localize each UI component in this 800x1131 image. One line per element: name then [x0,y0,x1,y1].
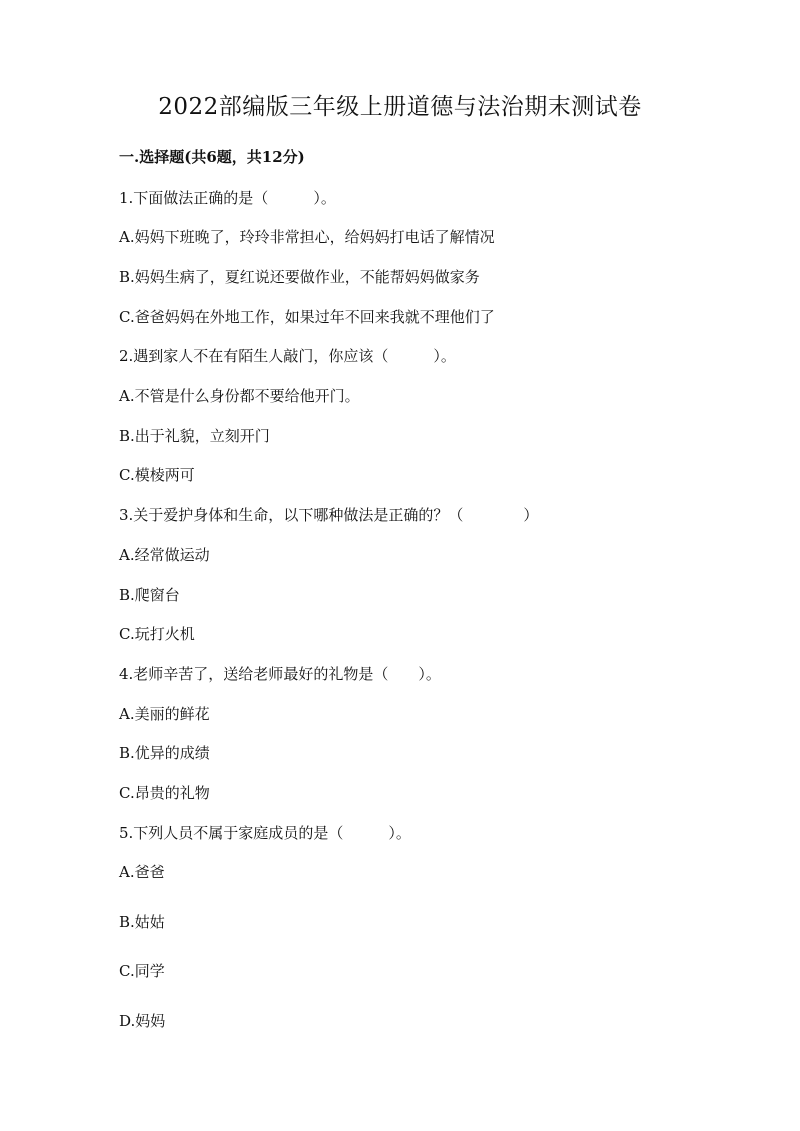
question-3-option-b: B.爬窗台 [119,586,180,604]
question-1-option-c: C.爸爸妈妈在外地工作，如果过年不回来我就不理他们了 [119,308,495,326]
section-heading: 一.选择题(共6题，共12分) [119,148,305,166]
question-2-stem: 2.遇到家人不在有陌生人敲门，你应该（ ）。 [119,347,456,365]
question-1-option-b: B.妈妈生病了，夏红说还要做作业，不能帮妈妈做家务 [119,268,480,286]
question-4-option-a: A.美丽的鲜花 [119,705,210,723]
question-5-option-a: A.爸爸 [119,863,165,881]
question-2-option-b: B.出于礼貌，立刻开门 [119,427,270,445]
question-5-option-c: C.同学 [119,962,165,980]
question-5-option-d: D.妈妈 [119,1012,166,1030]
question-4-option-b: B.优异的成绩 [119,744,210,762]
question-4-stem: 4.老师辛苦了，送给老师最好的礼物是（ ）。 [119,665,441,683]
question-2-option-c: C.模棱两可 [119,466,195,484]
question-1-option-a: A.妈妈下班晚了，玲玲非常担心，给妈妈打电话了解情况 [119,228,495,246]
question-3-stem: 3.关于爱护身体和生命，以下哪种做法是正确的？（ ） [119,506,539,524]
question-5-stem: 5.下列人员不属于家庭成员的是（ ）。 [119,824,411,842]
question-3-option-c: C.玩打火机 [119,625,195,643]
page-title: 2022部编版三年级上册道德与法治期末测试卷 [158,94,642,120]
question-5-option-b: B.姑姑 [119,913,165,931]
question-2-option-a: A.不管是什么身份都不要给他开门。 [119,387,360,405]
question-1-stem: 1.下面做法正确的是（ ）。 [119,189,336,207]
question-4-option-c: C.昂贵的礼物 [119,784,210,802]
question-3-option-a: A.经常做运动 [119,546,210,564]
